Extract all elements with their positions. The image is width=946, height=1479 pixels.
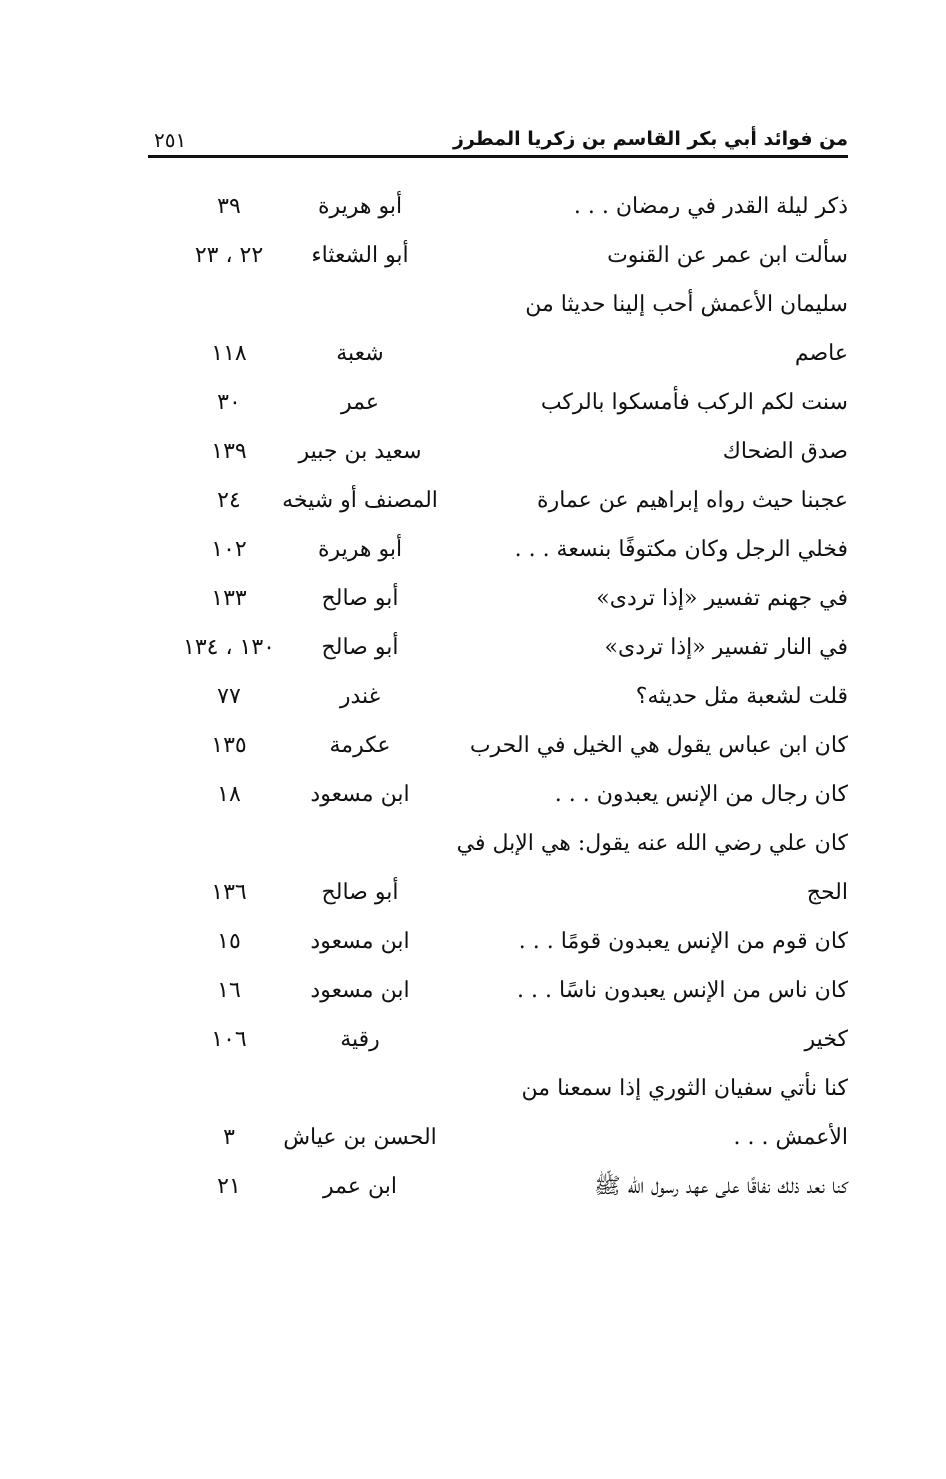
hadith-text: كنا نأتي سفيان الثوري إذا سمعنا من bbox=[521, 1076, 848, 1101]
narrator: عمر bbox=[341, 390, 379, 415]
index-row bbox=[148, 429, 848, 478]
hadith-numbers: ١٣٠ ، ١٣٤ bbox=[183, 635, 275, 660]
index-row bbox=[148, 1017, 848, 1066]
narrator: أبو هريرة bbox=[317, 537, 403, 562]
narrator: ابن مسعود bbox=[310, 782, 410, 807]
narrator: سعيد بن جبير bbox=[298, 439, 422, 464]
hadith-text: فخلي الرجل وكان مكتوفًا بنسعة . . . bbox=[514, 537, 848, 562]
index-row bbox=[148, 576, 848, 625]
index-row bbox=[148, 478, 848, 527]
index-row bbox=[148, 233, 848, 282]
running-header bbox=[148, 118, 848, 160]
index-table bbox=[148, 184, 848, 1213]
index-row bbox=[148, 1066, 848, 1115]
hadith-text: كان ناس من الإنس يعبدون ناسًا . . . bbox=[517, 978, 848, 1003]
hadith-text: سألت ابن عمر عن القنوت bbox=[607, 243, 848, 268]
hadith-text: سنت لكم الركب فأمسكوا بالركب bbox=[540, 390, 848, 415]
hadith-numbers: ١٣٥ bbox=[211, 733, 247, 758]
page-number: ٢٥١ bbox=[154, 128, 187, 152]
index-row bbox=[148, 772, 848, 821]
hadith-numbers: ١٥ bbox=[217, 929, 241, 954]
hadith-text: سليمان الأعمش أحب إلينا حديثا من bbox=[525, 292, 848, 317]
index-row bbox=[148, 380, 848, 429]
hadith-numbers: ١٦ bbox=[217, 978, 241, 1003]
hadith-text: الأعمش . . . bbox=[733, 1125, 848, 1150]
narrator: عكرمة bbox=[329, 733, 391, 758]
hadith-text: كنا نعد ذلك نفاقًا على عهد رسول الله ﷺ bbox=[594, 1174, 848, 1199]
hadith-numbers: ١١٨ bbox=[211, 341, 247, 366]
hadith-numbers: ٣٠ bbox=[217, 390, 241, 415]
header-title: من فوائد أبي بكر القاسم بن زكريا المطرز bbox=[452, 128, 848, 150]
index-row bbox=[148, 282, 848, 331]
narrator: أبو الشعثاء bbox=[311, 243, 409, 268]
hadith-text: كخير bbox=[804, 1027, 848, 1052]
hadith-text: صدق الضحاك bbox=[722, 439, 848, 464]
hadith-numbers: ١٣٩ bbox=[211, 439, 247, 464]
hadith-numbers: ٢١ bbox=[217, 1174, 241, 1199]
index-row bbox=[148, 674, 848, 723]
hadith-numbers: ١٠٢ bbox=[211, 537, 247, 562]
hadith-numbers: ١٨ bbox=[217, 782, 241, 807]
hadith-text: كان قوم من الإنس يعبدون قومًا . . . bbox=[518, 929, 848, 954]
index-row bbox=[148, 331, 848, 380]
hadith-text: كان علي رضي الله عنه يقول: هي الإبل في bbox=[456, 831, 848, 856]
index-row bbox=[148, 919, 848, 968]
hadith-numbers: ٣٩ bbox=[217, 194, 241, 219]
hadith-text: قلت لشعبة مثل حديثه؟ bbox=[635, 684, 848, 709]
hadith-text: الحج bbox=[806, 880, 848, 905]
hadith-text: عاصم bbox=[794, 341, 848, 366]
narrator: ابن مسعود bbox=[310, 978, 410, 1003]
index-row bbox=[148, 625, 848, 674]
narrator: شعبة bbox=[336, 341, 384, 366]
header-rule bbox=[148, 155, 848, 158]
hadith-numbers: ٢٤ bbox=[217, 488, 241, 513]
narrator: ابن عمر bbox=[323, 1174, 397, 1199]
index-row bbox=[148, 821, 848, 870]
index-row bbox=[148, 1115, 848, 1164]
hadith-numbers: ١٣٣ bbox=[211, 586, 247, 611]
hadith-text: ذكر ليلة القدر في رمضان . . . bbox=[573, 194, 848, 219]
narrator: أبو صالح bbox=[321, 880, 399, 905]
index-row bbox=[148, 1164, 848, 1213]
hadith-numbers: ١٣٦ bbox=[211, 880, 247, 905]
narrator: أبو صالح bbox=[321, 586, 399, 611]
narrator: الحسن بن عياش bbox=[283, 1125, 437, 1150]
index-row bbox=[148, 184, 848, 233]
hadith-text: في جهنم تفسير «إذا تردى» bbox=[596, 586, 848, 611]
index-row bbox=[148, 870, 848, 919]
hadith-text: في النار تفسير «إذا تردى» bbox=[604, 635, 848, 660]
hadith-numbers: ١٠٦ bbox=[211, 1027, 247, 1052]
hadith-text: كان ابن عباس يقول هي الخيل في الحرب bbox=[469, 733, 848, 758]
narrator: غندر bbox=[339, 684, 381, 709]
narrator: رقية bbox=[340, 1027, 380, 1052]
narrator: أبو صالح bbox=[321, 635, 399, 660]
hadith-numbers: ٣ bbox=[223, 1125, 235, 1150]
hadith-numbers: ٧٧ bbox=[217, 684, 241, 709]
index-row bbox=[148, 723, 848, 772]
narrator: ابن مسعود bbox=[310, 929, 410, 954]
narrator: أبو هريرة bbox=[317, 194, 403, 219]
hadith-text: كان رجال من الإنس يعبدون . . . bbox=[554, 782, 848, 807]
index-row bbox=[148, 527, 848, 576]
index-row bbox=[148, 968, 848, 1017]
narrator: المصنف أو شيخه bbox=[282, 488, 438, 513]
hadith-numbers: ٢٢ ، ٢٣ bbox=[194, 243, 264, 268]
hadith-text: عجبنا حيث رواه إبراهيم عن عمارة bbox=[537, 488, 848, 513]
